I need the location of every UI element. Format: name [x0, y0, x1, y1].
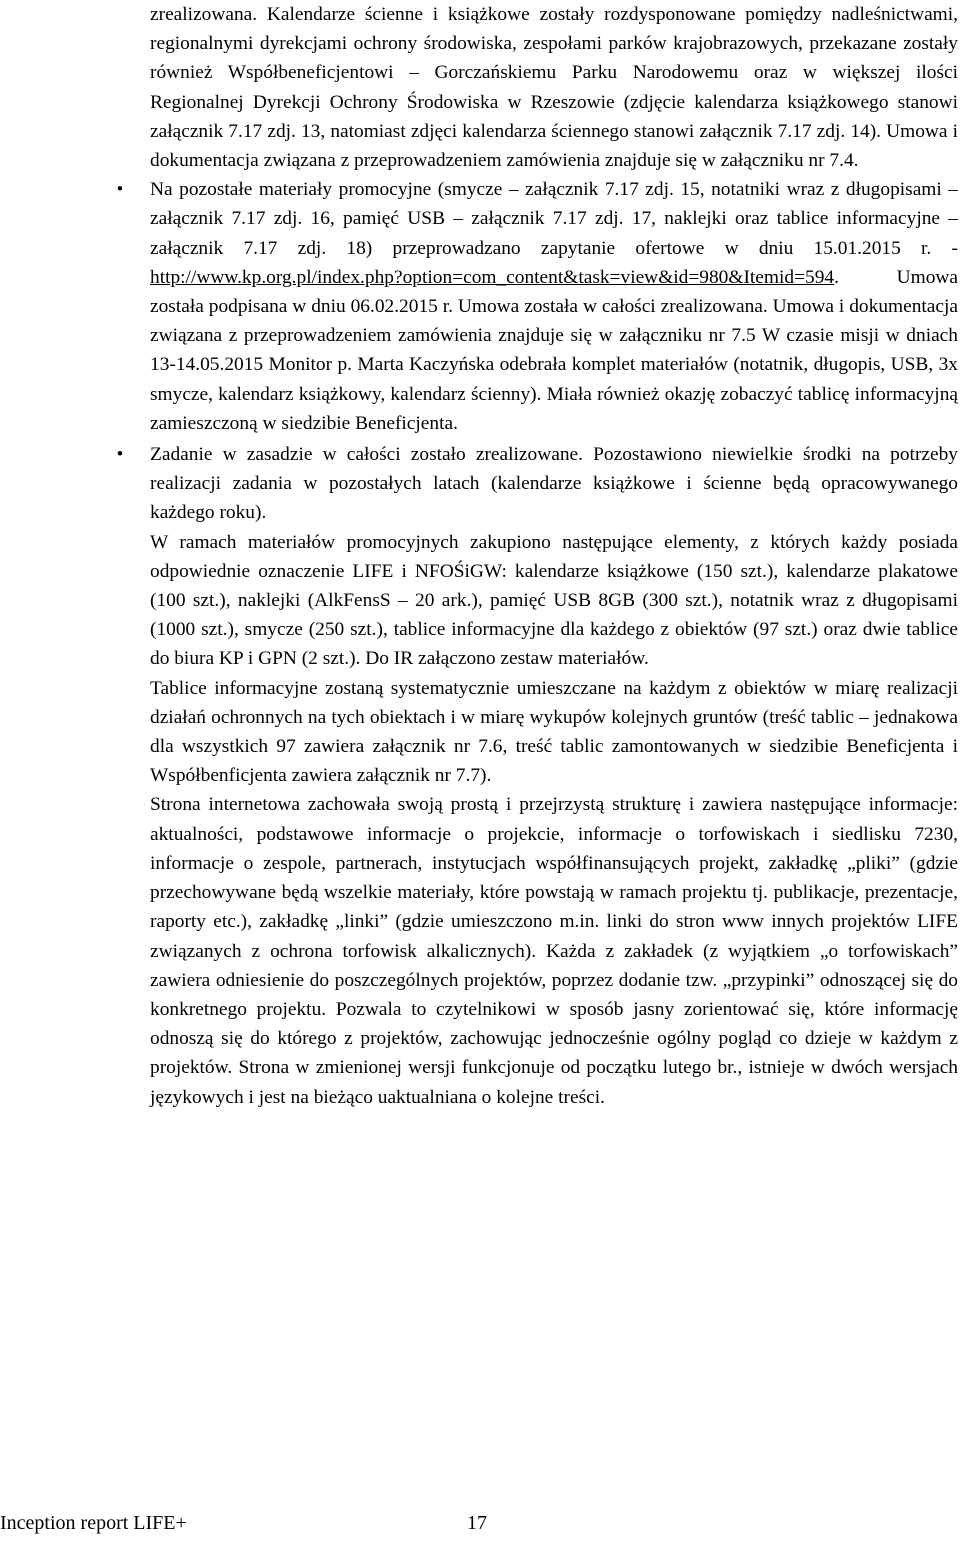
- intro-paragraph: zrealizowana. Kalendarze ścienne i książkowe zostały rozdysponowane pomiędzy nadleśnictwami, regionalnymi dyrekcjami ochrony środowiska, zespołami parków krajobrazowych, przekazane zostały również Współbeneficjentowi – Gorczańskiemu Parku Narodowemu oraz w większej ilości Regionalnej Dyrekcji Ochrony Środowiska w Rzeszowie (zdjęcie kalendarza książkowego stanowi załącznik 7.17 zdj. 13, natomiast zdjęci kalendarza ściennego stanowi załącznik 7.17 zdj. 14). Umowa i dokumentacja związana z przeprowadzeniem zamówienia znajduje się w załączniku nr 7.4.: [150, 4, 958, 172]
- tender-link[interactable]: http://www.kp.org.pl/index.php?option=com_content&task=view&id=980&Itemid=594: [150, 266, 835, 288]
- bullet-text-part: . Umowa została podpisana w dniu 06.02.2015 r. Umowa została w całości zrealizowana. Umowa i dokumentacja związana z przeprowadzeniem zamówienia znajduje się w załączniku nr 7.5 W czasie misji w dniach 13-14.05.2015 Monitor p. Marta Kaczyńska odebrała komplet materiałów (notatnik, długopis, USB, 3x smycze, kalendarz książkowy, kalendarz ścienny). Miała również okazję zobaczyć tablicę informacyjną zamieszczoną w siedzibie Beneficjenta.: [150, 266, 958, 434]
- bullet-item-promo-materials: [116, 175, 958, 438]
- tablice-paragraph: Tablice informacyjne zostaną systematycznie umieszczane na każdym z obiektów w miarę realizacji działań ochronnych na tych obiektach i w miarę wykupów kolejnych gruntów (treść tablic – jednakowa dla wszystkich 97 zawiera załącznik nr 7.6, treść tablic zamontowanych w siedzibie Beneficjenta i Współbenficjenta zawiera załącznik nr 7.7).: [150, 677, 958, 787]
- footer-title: Inception report LIFE+: [0, 1512, 187, 1534]
- bullet-icon: •: [116, 444, 124, 466]
- page-number: 17: [467, 1512, 487, 1534]
- bullet-text-part: Na pozostałe materiały promocyjne (smycze – załącznik 7.17 zdj. 15, notatniki wraz z długopisami – załącznik 7.17 zdj. 16, pamięć USB – załącznik 7.17 zdj. 17, naklejki oraz tablice informacyjne – załącznik 7.17 zdj. 18) przeprowadzano zapytanie ofertowe w dniu 15.01.2015 r. -: [150, 179, 958, 259]
- website-paragraph: Strona internetowa zachowała swoją prostą i przejrzystą strukturę i zawiera następujące informacje: aktualności, podstawowe informacje o projekcie, informacje o torfowiskach i siedlisku 7230, informacje o zespole, partnerach, instytucjach współfinansujących projekt, zakładkę „pliki” (gdzie przechowywane będą wszelkie materiały, które powstają w ramach projektu tj. publikacje, prezentacje, raporty etc.), zakładkę „linki” (gdzie umieszczono m.in. linki do stron www innych projektów LIFE związanych z ochrona torfowisk alkalicznych). Każda z zakładek (z wyjątkiem „o torfowiskach” zawiera odniesienie do poszczególnych projektów, poprzez dodanie tzw. „przypinki” odnoszącej się do konkretnego projektu. Pozwala to czytelnikowi w sposób jasny zorientować się, które informację odnoszą się do którego z projektów, zachowując jednocześnie ogólny pogląd co dzieje w każdym z projektów. Strona w zmienionej wersji funkcjonuje od początku lutego br., istnieje w dwóch wersjach językowych i jest na bieżąco uaktualniana o kolejne treści.: [150, 794, 958, 1108]
- bullet-icon: •: [116, 179, 124, 201]
- bullet-paragraph-status: Zadanie w zasadzie w całości zostało zrealizowane. Pozostawiono niewielkie środki na potrzeby realizacji zadania w pozostałych latach (kalendarze książkowe i ścienne będą opracowywanego każdego roku).: [150, 444, 958, 524]
- bullet-paragraph-promo: [150, 175, 958, 438]
- document-body: [116, 0, 958, 1112]
- page-footer: [0, 1512, 960, 1548]
- materials-paragraph: W ramach materiałów promocyjnych zakupiono następujące elementy, z których każdy posiada odpowiednie oznaczenie LIFE i NFOŚiGW: kalendarze książkowe (150 szt.), kalendarze plakatowe (100 szt.), naklejki (AlkFensS – 20 ark.), pamięć USB 8GB (300 szt.), notatnik wraz z długopisami (1000 szt.), smycze (250 szt.), tablice informacyjne dla każdego z obiektów (97 szt.) oraz dwie tablice do biura KP i GPN (2 szt.). Do IR załączono zestaw materiałów.: [150, 531, 958, 670]
- bullet-item-task-status: [116, 440, 958, 528]
